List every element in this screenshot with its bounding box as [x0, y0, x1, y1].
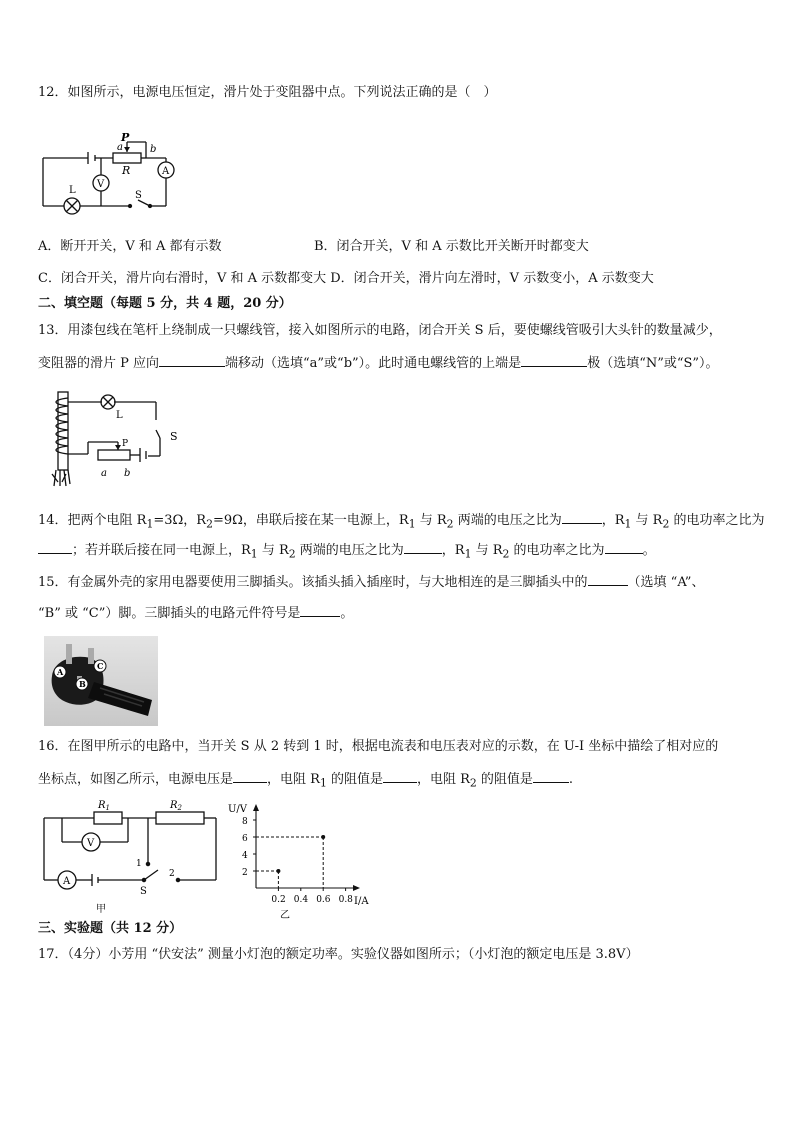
section-3-heading: 三、实验题（共 12 分） — [38, 921, 183, 936]
q15-line2 — [38, 603, 353, 623]
q15-line1 — [38, 572, 704, 592]
q12-voltmeter-label: V — [97, 179, 105, 190]
q16-circuit-figure-jia — [38, 798, 218, 918]
q15-blank-symbol[interactable] — [300, 603, 340, 617]
q14-t11: 两端的电压之比为 — [295, 543, 404, 558]
q16-blank-r2[interactable] — [533, 769, 569, 783]
plug-pin-c-label: C — [97, 661, 104, 671]
q14-sub: 1 — [408, 517, 416, 531]
q13-text-c: 极（选填“N”或“S”）。 — [587, 356, 719, 371]
q12-option-a: A．断开开关，V 和 A 都有示数 — [38, 239, 222, 254]
q16-switch-terminal-2: 2 — [169, 869, 175, 879]
q16-sub: 1 — [319, 776, 327, 790]
q13-text-a: 变阻器的滑片 P 应向 — [38, 356, 160, 371]
q14-sub: 2 — [206, 517, 213, 531]
q16-ammeter-label: A — [63, 876, 71, 887]
q16-switch-label: S — [140, 886, 147, 897]
q17-text: 17．（4分）小芳用 “伏安法” 测量小灯泡的额定功率。实验仪器如图所示；（小灯泡的额定电压是 3.8V） — [38, 947, 639, 962]
q13-blank-pole[interactable] — [521, 353, 587, 367]
q16-switch-terminal-1: 1 — [136, 859, 142, 869]
q14-sub: 1 — [250, 547, 258, 561]
x-tick-label: 0.4 — [293, 895, 309, 905]
q14-sub: 1 — [464, 547, 472, 561]
q12-stem: 12．如图所示，电源电压恒定，滑片处于变阻器中点。下列说法正确的是（ ） — [38, 85, 497, 100]
x-tick-label: 0.6 — [316, 895, 331, 905]
q14-t14: 的电功率之比为 — [509, 543, 605, 558]
q13-blank-direction[interactable] — [159, 353, 225, 367]
q12-lamp-label: L — [69, 185, 76, 196]
q14-blank-2[interactable] — [38, 540, 72, 554]
q16-blank-r1[interactable] — [383, 769, 417, 783]
q14-t10: 与 R — [257, 543, 289, 558]
x-axis-arrow-icon — [353, 885, 360, 891]
q13-solenoid-figure — [44, 390, 194, 490]
q13-label-b: b — [124, 468, 131, 479]
q14-t3: =9Ω，串联后接在某一电源上，R — [212, 513, 409, 528]
q14-t2: =3Ω，R — [153, 513, 207, 528]
plug-pin-b-label: B — [79, 679, 86, 689]
q12-label-b: b — [150, 144, 157, 155]
q14-sub: 2 — [502, 547, 510, 561]
q12-label-r: R — [122, 164, 131, 177]
q13-switch-label: S — [170, 430, 178, 443]
q14-t13: 与 R — [471, 543, 503, 558]
q13-text-b: 端移动（选填“a”或“b”）。此时通电螺线管的上端是 — [225, 356, 522, 371]
section-2-heading: 二、填空题（每题 5 分，共 4 题，20 分） — [38, 296, 292, 311]
q14-line2 — [38, 540, 656, 564]
q16-voltmeter-label: V — [87, 838, 95, 849]
q14-t5: 两端的电压之比为 — [453, 513, 562, 528]
q15-text-1b: （选填 “A”、 — [627, 575, 705, 590]
q13-lamp-label: L — [116, 410, 123, 421]
q14-line1 — [38, 510, 764, 534]
q14-t12: ，R — [441, 543, 465, 558]
q13-slider-label: P — [122, 439, 129, 449]
q13-line2 — [38, 353, 719, 373]
q14-sub: 2 — [662, 517, 670, 531]
q14-sub: 1 — [624, 517, 632, 531]
q14-blank-1[interactable] — [562, 510, 602, 524]
data-point — [321, 835, 325, 839]
q13-label-a: a — [101, 468, 107, 479]
q16-t1: 坐标点，如图乙所示，电源电压是 — [38, 772, 234, 787]
x-tick-label: 0.8 — [338, 895, 353, 905]
q15-text-2b: 。 — [340, 606, 354, 621]
three-pin-plug-photo — [44, 636, 158, 726]
q12-label-a: a — [117, 142, 123, 153]
q12-circuit-figure — [38, 130, 188, 220]
q12-label-p: P — [121, 131, 130, 144]
q13-slider-arrow-icon — [115, 445, 121, 450]
q16-ui-chart — [226, 798, 376, 922]
q16-t4: ，电阻 R — [416, 772, 470, 787]
q14-t8: 的电功率之比为 — [669, 513, 765, 528]
q15-blank-pin[interactable] — [588, 572, 628, 586]
slider-arrow-icon — [124, 147, 130, 152]
plug-pin-a-label: A — [57, 667, 64, 677]
q13-line1: 13．用漆包线在笔杆上绕制成一只螺线管，接入如图所示的电路，闭合开关 S 后，要使螺线管吸引大头针的数量减少， — [38, 323, 722, 338]
q12-option-b: B．闭合开关，V 和 A 示数比开关断开时都变大 — [314, 239, 589, 254]
q12-switch-label: S — [135, 190, 142, 201]
y-tick-label: 8 — [242, 817, 248, 827]
q16-t6: . — [568, 772, 574, 787]
q14-sub: 2 — [446, 517, 454, 531]
q14-blank-3[interactable] — [404, 540, 442, 554]
q16-t5: 的阻值是 — [476, 772, 533, 787]
q16-line2 — [38, 769, 573, 793]
y-tick-label: 6 — [242, 834, 248, 844]
y-tick-label: 2 — [242, 868, 248, 878]
q16-caption-jia: 甲 — [96, 904, 106, 915]
q14-blank-4[interactable] — [605, 540, 643, 554]
chart-caption-yi: 乙 — [280, 910, 290, 921]
q14-t15: 。 — [642, 543, 656, 558]
q14-t9: ；若并联后接在同一电源上，R — [72, 543, 251, 558]
chart-y-label: U/V — [228, 804, 248, 815]
q14-t7: 与 R — [631, 513, 663, 528]
q14-t6: ，R — [601, 513, 625, 528]
q16-t2: ，电阻 R — [267, 772, 320, 787]
y-tick-label: 4 — [242, 851, 248, 861]
q16-r1-label: $R_1$ — [98, 800, 110, 812]
q16-sub: 2 — [469, 776, 477, 790]
x-tick-label: 0.2 — [271, 895, 286, 905]
q14-t1: 14．把两个电阻 R — [38, 513, 147, 528]
q12-option-cd: C．闭合开关，滑片向右滑时，V 和 A 示数都变大 D．闭合开关，滑片向左滑时，V 示数变小，A 示数变大 — [38, 271, 654, 286]
y-axis-arrow-icon — [253, 804, 259, 811]
q15-text-1: 15．有金属外壳的家用电器要使用三脚插头。该插头插入插座时，与大地相连的是三脚插头中的 — [38, 575, 588, 590]
q14-sub: 2 — [288, 547, 296, 561]
q12-ammeter-label: A — [162, 166, 170, 177]
q16-r2-label: $R_2$ — [170, 800, 182, 812]
data-point — [276, 869, 280, 873]
q15-text-2a: “B” 或 “C”）脚。三脚插头的电路元件符号是 — [38, 606, 301, 621]
chart-x-label: I/A — [354, 896, 369, 907]
q16-t3: 的阻值是 — [326, 772, 383, 787]
q16-blank-voltage[interactable] — [233, 769, 267, 783]
q16-line1: 16．在图甲所示的电路中，当开关 S 从 2 转到 1 时，根据电流表和电压表对应的示数，在 U-I 坐标中描绘了相对应的 — [38, 739, 719, 754]
q14-t4: 与 R — [415, 513, 447, 528]
q14-sub: 1 — [146, 517, 154, 531]
